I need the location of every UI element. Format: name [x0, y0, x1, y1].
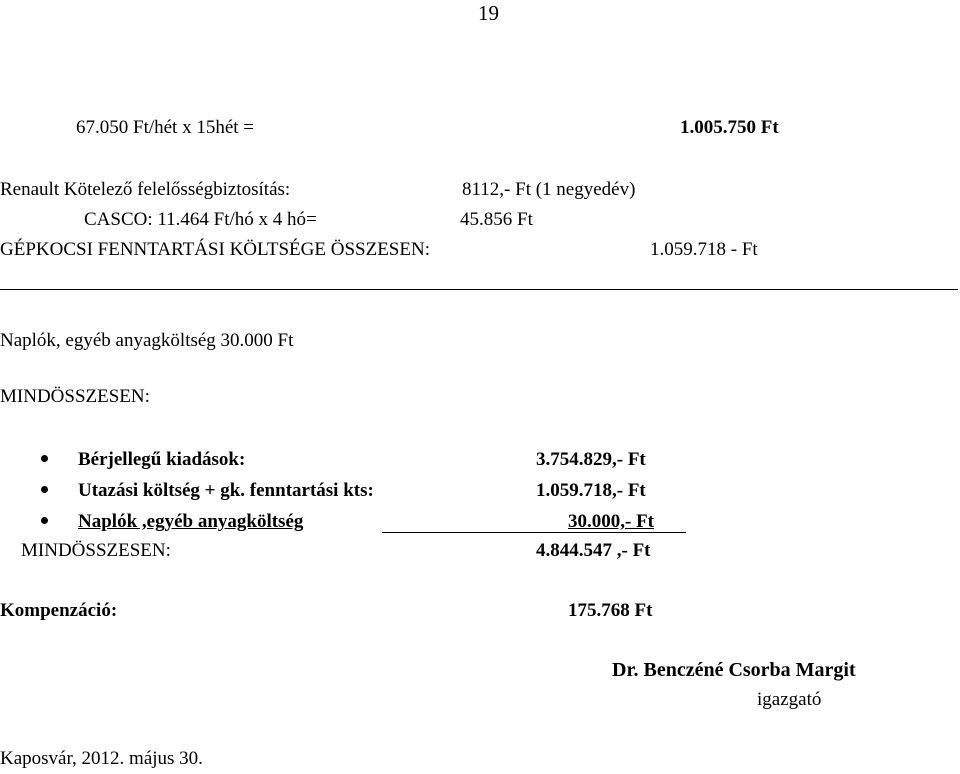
summary-item-value: 3.754.829,- Ft — [536, 449, 646, 470]
weekly-calc-line: 67.050 Ft/hét x 15hét = — [76, 117, 255, 138]
summary-item-label: Utazási költség + gk. fenntartási kts: — [78, 480, 374, 501]
weekly-calc-total: 1.005.750 Ft — [680, 117, 779, 138]
insurance-label: Renault Kötelező felelősségbiztosítás: — [0, 179, 291, 200]
summary-item-value: 1.059.718,- Ft — [536, 480, 646, 501]
bullet-icon — [41, 455, 48, 462]
summary-item-label: Bérjellegű kiadások: — [78, 449, 246, 470]
bullet-icon — [41, 486, 48, 493]
summary-total-label: MINDÖSSZESEN: — [21, 540, 171, 561]
summary-item-value: 30.000,- Ft — [568, 511, 655, 532]
logs-cost-line: Naplók, egyéb anyagköltség 30.000 Ft — [0, 330, 294, 351]
page-number: 19 — [478, 1, 499, 25]
car-total-value: 1.059.718 - Ft — [650, 239, 758, 260]
horizontal-rule — [0, 289, 958, 290]
car-total-label: GÉPKOCSI FENNTARTÁSI KÖLTSÉGE ÖSSZESEN: — [0, 239, 430, 260]
summary-heading: MINDÖSSZESEN: — [0, 386, 150, 407]
summary-underline — [382, 532, 686, 533]
summary-total-value: 4.844.547 ,- Ft — [536, 540, 651, 561]
casco-label: CASCO: 11.464 Ft/hó x 4 hó= — [84, 209, 317, 230]
casco-value: 45.856 Ft — [460, 209, 533, 230]
signature-title: igazgató — [757, 689, 822, 710]
compensation-value: 175.768 Ft — [568, 600, 653, 621]
summary-item-label: Naplók ,egyéb anyagköltség — [78, 511, 304, 532]
insurance-value: 8112,- Ft (1 negyedév) — [462, 179, 636, 200]
compensation-label: Kompenzáció: — [0, 600, 118, 621]
bullet-icon — [41, 517, 48, 524]
place-date: Kaposvár, 2012. május 30. — [0, 748, 203, 769]
signature-name: Dr. Benczéné Csorba Margit — [612, 659, 856, 681]
